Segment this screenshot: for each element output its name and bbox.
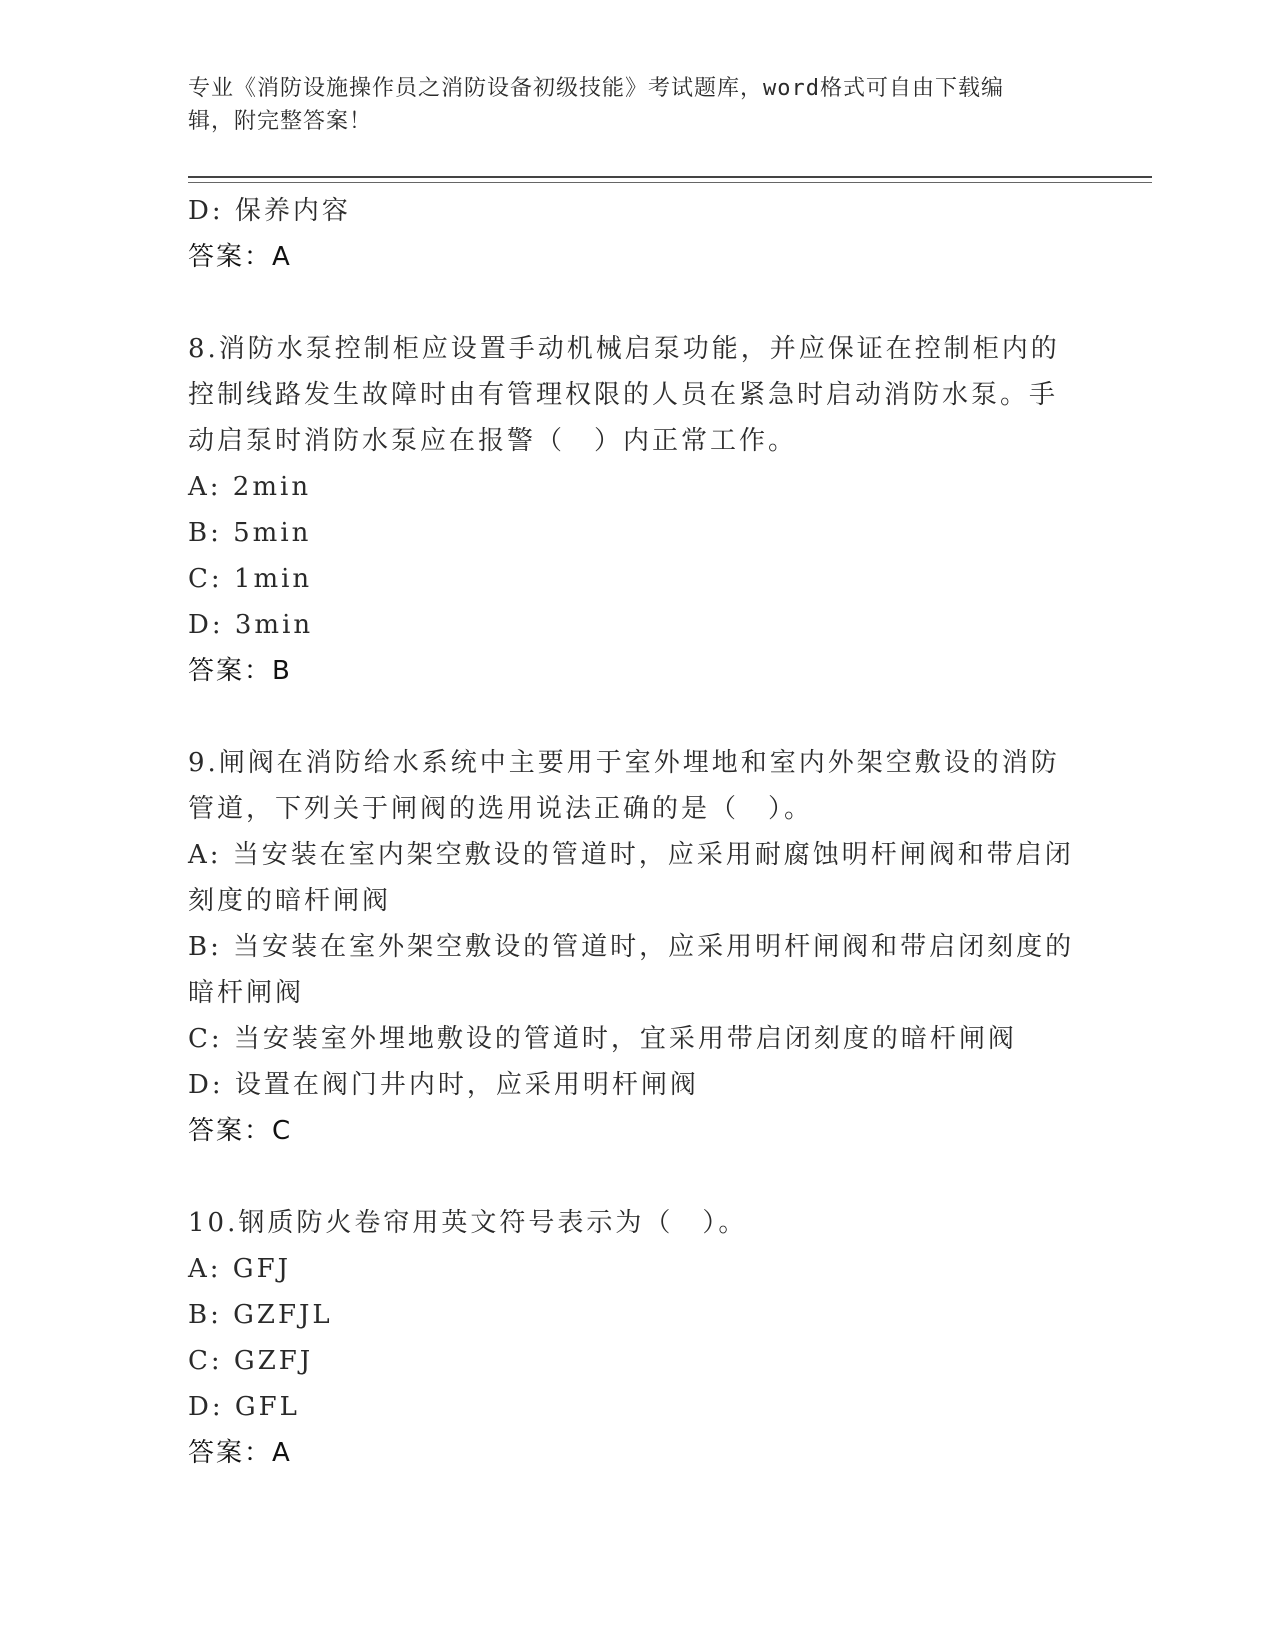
option-c: C: GZFJ: [188, 1346, 314, 1376]
document-body: [188, 188, 1088, 1476]
header-divider-thick: [188, 176, 1152, 178]
option-a-continued: 刻度的暗杆闸阀: [188, 886, 392, 916]
question-stem: 管道，下列关于闸阀的选用说法正确的是（ ）。: [188, 794, 814, 824]
option-b: B: 5min: [188, 518, 312, 548]
header-line-2: 辑，附完整答案！: [188, 109, 373, 134]
question-10: [188, 1200, 1088, 1476]
question-stem: 动启泵时消防水泵应在报警（ ）内正常工作。: [188, 426, 798, 456]
option-c: C: 1min: [188, 564, 313, 594]
option-d: D: GFL: [188, 1392, 300, 1422]
option-b: B: GZFJL: [188, 1300, 333, 1330]
question-9: [188, 740, 1088, 1154]
header-divider-thin: [188, 182, 1152, 183]
header-line-1: 专业《消防设施操作员之消防设备初级技能》考试题库，word格式可自由下载编: [188, 76, 1004, 101]
option-d: D: 保养内容: [188, 196, 351, 226]
answer: 答案：A: [188, 1438, 292, 1468]
question-stem: 9.闸阀在消防给水系统中主要用于室外埋地和室内外架空敷设的消防: [188, 748, 1060, 778]
answer: 答案：B: [188, 656, 292, 686]
page-header: [188, 72, 1088, 138]
question-7-tail: [188, 188, 1088, 280]
spacer: [188, 280, 1088, 326]
question-stem: 10.钢质防火卷帘用英文符号表示为（ ）。: [188, 1208, 748, 1238]
answer: 答案：A: [188, 242, 292, 272]
option-a: A: 2min: [188, 472, 312, 502]
question-stem: 控制线路发生故障时由有管理权限的人员在紧急时启动消防水泵。手: [188, 380, 1059, 410]
option-d: D: 设置在阀门井内时，应采用明杆闸阀: [188, 1070, 699, 1100]
spacer: [188, 694, 1088, 740]
option-a: A: GFJ: [188, 1254, 292, 1284]
option-d: D: 3min: [188, 610, 314, 640]
option-a: A: 当安装在室内架空敷设的管道时，应采用耐腐蚀明杆闸阀和带启闭: [188, 840, 1074, 870]
option-c: C: 当安装室外埋地敷设的管道时，宜采用带启闭刻度的暗杆闸阀: [188, 1024, 1017, 1054]
spacer: [188, 1154, 1088, 1200]
question-8: [188, 326, 1088, 694]
option-b: B: 当安装在室外架空敷设的管道时，应采用明杆闸阀和带启闭刻度的: [188, 932, 1075, 962]
answer: 答案：C: [188, 1116, 293, 1146]
question-stem: 8.消防水泵控制柜应设置手动机械启泵功能，并应保证在控制柜内的: [188, 334, 1060, 364]
option-b-continued: 暗杆闸阀: [188, 978, 305, 1008]
